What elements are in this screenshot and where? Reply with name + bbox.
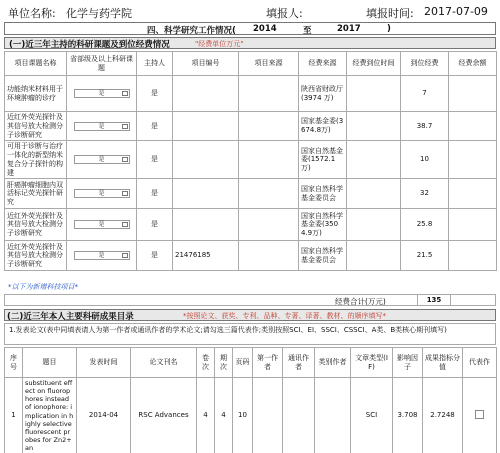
level-select[interactable]: 是: [74, 155, 130, 164]
projects-unit-note: "经费单位万元": [195, 40, 244, 48]
papers-description: 1.发表论文(表中同填表请人为第一作者或通讯作者的学术论文;请勾选三篇代表作;类别按照SCI、EI、SSCI、CSSCI、A类、B类核心期刊填写): [4, 323, 496, 345]
col-corresponding-author: 通讯作者: [283, 348, 315, 378]
dropdown-icon: [122, 253, 128, 258]
col-issue: 期次: [215, 348, 233, 378]
level-select[interactable]: 是: [74, 122, 130, 131]
table-row: [5, 112, 497, 141]
level-select[interactable]: 是: [74, 220, 130, 229]
col-title: 题目: [23, 348, 77, 378]
project-code: 21476185: [173, 241, 239, 271]
unit-name-value: 化学与药学院: [66, 7, 132, 20]
section-title-bar: [4, 22, 496, 35]
fund-balance: [449, 141, 497, 179]
paper-corresponding-author: [283, 378, 315, 453]
col-no: 序号: [5, 348, 23, 378]
level-select-cell[interactable]: [67, 141, 137, 179]
total-label: 经费合计(万元): [335, 297, 386, 306]
table-row: [5, 209, 497, 241]
achievements-section-header: [4, 309, 496, 321]
paper-no: 1: [5, 378, 23, 453]
fill-date-value: 2017-07-09: [424, 5, 488, 18]
fund-time: [347, 179, 401, 209]
dropdown-icon: [122, 91, 128, 96]
fund-balance: [449, 179, 497, 209]
project-source: [239, 241, 299, 271]
fund-amount: 32: [401, 179, 449, 209]
paper-impact-factor: 3.708: [393, 378, 423, 453]
paper-title: substituent effect on fluorophores instead of ionophore: implication in highly selective fluorescent probes for Zn2+ an: [23, 378, 77, 453]
col-project-code: 项目编号: [173, 52, 239, 76]
fund-time: [347, 141, 401, 179]
col-representative: 代表作: [463, 348, 497, 378]
fund-time: [347, 241, 401, 271]
fill-date-label: 填报时间:: [366, 7, 414, 20]
col-article-type: 文章类型(IF): [351, 348, 393, 378]
year-to-label: 至: [303, 26, 312, 36]
project-source: [239, 179, 299, 209]
col-volume: 卷次: [197, 348, 215, 378]
paper-score: 2.7248: [423, 378, 463, 453]
add-project-link[interactable]: *以下为新增科技项目*: [8, 283, 78, 291]
paper-first-author: [253, 378, 283, 453]
project-code: [173, 179, 239, 209]
fund-source: 国家自然科学基金委(3504.9万): [299, 209, 347, 241]
project-source: [239, 141, 299, 179]
col-fund-time: 经费到位时间: [347, 52, 401, 76]
project-name: 功能纳米材料用于环境肿瘤的诊疗: [5, 76, 67, 112]
fund-source: 国家自然科学基金委员会: [299, 179, 347, 209]
project-name: 近红外荧光探针及其信号放大检测分子诊断研究: [5, 241, 67, 271]
fund-time: [347, 112, 401, 141]
level-select-cell[interactable]: [67, 76, 137, 112]
level-select[interactable]: 是: [74, 189, 130, 198]
achievements-note: *按照论文、获奖、专利、品种、专著、译著、教材、的顺序填写*: [183, 312, 386, 320]
fund-time: [347, 76, 401, 112]
fund-amount: 7: [401, 76, 449, 112]
host-value: 是: [137, 112, 173, 141]
fund-balance: [449, 112, 497, 141]
col-impact-factor: 影响因子: [393, 348, 423, 378]
level-select-cell[interactable]: [67, 209, 137, 241]
table-row: [5, 378, 497, 453]
fund-amount: 10: [401, 141, 449, 179]
paper-pages: 10: [233, 378, 253, 453]
host-value: 是: [137, 209, 173, 241]
col-fund-source: 经费来源: [299, 52, 347, 76]
col-category-author: 类别作者: [315, 348, 351, 378]
dropdown-icon: [122, 157, 128, 162]
paper-type: SCI: [351, 378, 393, 453]
col-score: 成果指标分值: [423, 348, 463, 378]
col-project-source: 项目来源: [239, 52, 299, 76]
table-row: [5, 179, 497, 209]
host-value: 是: [137, 141, 173, 179]
project-name: 近红外荧光探针及其信号放大检测分子诊断研究: [5, 112, 67, 141]
fund-source: 陕西省财政厅(3974 万): [299, 76, 347, 112]
host-value: 是: [137, 241, 173, 271]
paper-volume: 4: [197, 378, 215, 453]
col-project-name: 项目课题名称: [5, 52, 67, 76]
project-code: [173, 112, 239, 141]
fund-balance: [449, 76, 497, 112]
project-source: [239, 209, 299, 241]
host-value: 是: [137, 76, 173, 112]
project-name: 肝癌肿瘤细胞内双活标记荧光探针研究: [5, 179, 67, 209]
paper-issue: 4: [215, 378, 233, 453]
project-source: [239, 112, 299, 141]
level-select[interactable]: 是: [74, 251, 130, 260]
fund-source: 国家基金委(3674.8万): [299, 112, 347, 141]
year-from: 2014: [253, 24, 277, 34]
fund-balance: [449, 209, 497, 241]
achievements-section-title: (二)近三年本人主要科研成果目录: [7, 312, 134, 322]
project-name: 可用于诊断与治疗一体化的新型纳米复合分子探针的构建: [5, 141, 67, 179]
fund-source: 国家自然基金委(1572.1万): [299, 141, 347, 179]
fund-balance: [449, 241, 497, 271]
fund-source: 国家自然科学基金委员会: [299, 241, 347, 271]
projects-table: [4, 51, 497, 271]
table-row: [5, 241, 497, 271]
fund-time: [347, 209, 401, 241]
total-value: 135: [417, 294, 451, 306]
level-select-cell[interactable]: [67, 112, 137, 141]
fund-amount: 38.7: [401, 112, 449, 141]
col-date: 发表时间: [77, 348, 131, 378]
project-code: [173, 76, 239, 112]
projects-section-header: [4, 37, 496, 49]
section-title-close: ): [387, 24, 391, 34]
project-code: [173, 141, 239, 179]
projects-section-title: (一)近三年主持的科研课题及到位经费情况: [9, 40, 170, 50]
fund-amount: 25.8: [401, 209, 449, 241]
filler-label: 填报人:: [266, 7, 303, 20]
col-host: 主持人: [137, 52, 173, 76]
project-source: [239, 76, 299, 112]
paper-date: 2014-04: [77, 378, 131, 453]
col-fund-amount: 到位经费: [401, 52, 449, 76]
table-row: [5, 76, 497, 112]
col-fund-balance: 经费余额: [449, 52, 497, 76]
dropdown-icon: [122, 222, 128, 227]
col-pages: 页码: [233, 348, 253, 378]
paper-journal: RSC Advances: [131, 378, 197, 453]
col-provincial-level: 省部级及以上科研课题: [67, 52, 137, 76]
col-journal: 论文刊名: [131, 348, 197, 378]
project-name: 近红外荧光探针及其信号放大检测分子诊断研究: [5, 209, 67, 241]
representative-checkbox[interactable]: [475, 410, 484, 419]
level-select-cell[interactable]: [67, 179, 137, 209]
total-row: [4, 294, 496, 306]
table-row: [5, 141, 497, 179]
host-value: 是: [137, 179, 173, 209]
year-to: 2017: [337, 24, 361, 34]
col-first-author: 第一作者: [253, 348, 283, 378]
section-title: 四、科学研究工作情况(: [147, 26, 236, 36]
unit-name-label: 单位名称:: [8, 7, 56, 20]
project-code: [173, 209, 239, 241]
paper-category-author: [315, 378, 351, 453]
dropdown-icon: [122, 191, 128, 196]
dropdown-icon: [122, 124, 128, 129]
level-select[interactable]: 是: [74, 89, 130, 98]
fund-amount: 21.5: [401, 241, 449, 271]
representative-checkbox-cell[interactable]: [463, 378, 497, 453]
papers-table: [4, 347, 497, 453]
level-select-cell[interactable]: [67, 241, 137, 271]
